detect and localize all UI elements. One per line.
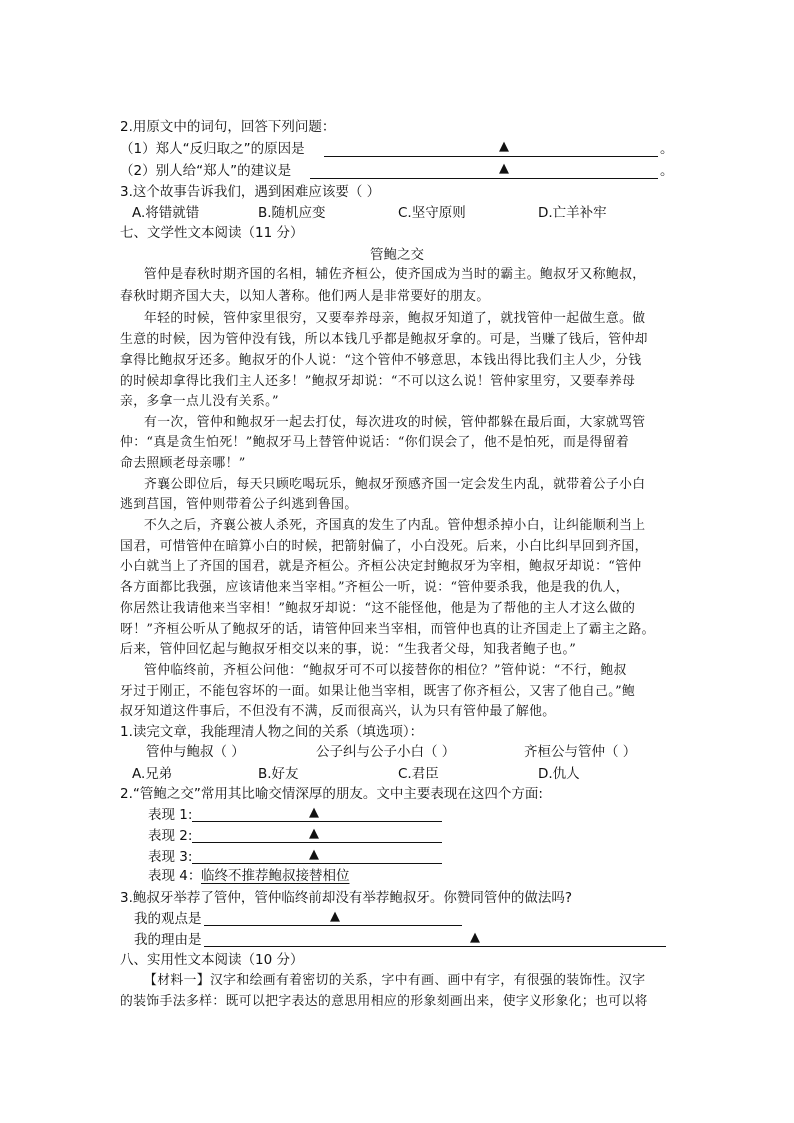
passage-line: 春秋时期齐国大夫，以知人著称。他们两人是非常要好的朋友。 xyxy=(120,289,490,304)
blank-marker-icon: ▲ xyxy=(309,826,319,841)
material-line: 【材料一】汉字和绘画有着密切的关系，字中有画、画中有字，有很强的装饰性。汉字 xyxy=(144,973,646,988)
passage-line: 仲：“真是贪生怕死！”鲍叔牙马上替管仲说话：“你们误会了，他不是怕死，而是得留着 xyxy=(120,435,630,450)
s7q2-item-4-label: 表现 4： xyxy=(148,868,202,884)
passage-line: 小白就当上了齐国的国君，就是齐桓公。齐桓公决定封鲍叔牙为宰相，鲍叔牙却说：“管仲 xyxy=(120,559,642,574)
material-line: 的装饰手法多样：既可以把字表达的意思用相应的形象刻画出来，使字义形象化；也可以将 xyxy=(120,994,648,1009)
s7q1-option-d: D.仇人 xyxy=(538,766,580,782)
passage-line: 有一次，管仲和鲍叔牙一起去打仗，每次进攻的时候，管仲都躲在最后面，大家就骂管 xyxy=(144,415,646,430)
passage-line: 后来，管仲回忆起与鲍叔牙相交以来的事，说：“生我者父母，知我者鲍子也。” xyxy=(120,642,577,657)
s7q2-prompt: 2.“管鲍之交”常用其比喻交情深厚的朋友。文中主要表现在这四个方面: xyxy=(120,786,543,802)
q2-item1-answer-blank[interactable] xyxy=(324,140,658,157)
q3-option-b[interactable]: B.随机应变 xyxy=(258,205,326,221)
q2-item1-label: （1）郑人“反归取之”的原因是 xyxy=(120,141,305,157)
passage-line: 亲，多拿一点儿没有关系。” xyxy=(120,394,279,409)
blank-marker-icon: ▲ xyxy=(470,930,480,945)
blank-marker-icon: ▲ xyxy=(499,161,509,176)
passage-line: 的时候却拿得比我们主人还多！”鲍叔牙却说：“不可以这么说！管仲家里穷，又要奉养母 xyxy=(120,374,636,389)
passage-line: 拿得比鲍叔牙还多。鲍叔牙的仆人说：“这个管仲不够意思，本钱出得比我们主人少，分钱 xyxy=(120,353,642,368)
passage-line: 生意的时候，因为管仲没有钱，所以本钱几乎都是鲍叔牙拿的。可是，当赚了钱后，管仲却 xyxy=(120,332,648,347)
s7q1-pair-2[interactable]: 公子纠与公子小白（ ） xyxy=(316,744,456,760)
q3-option-c[interactable]: C.坚守原则 xyxy=(398,205,466,221)
s7q1-pair-3[interactable]: 齐桓公与管仲（ ） xyxy=(524,744,637,760)
s7q2-item-3-label: 表现 3: xyxy=(148,849,193,865)
s7q3-reason-label: 我的理由是 xyxy=(134,932,202,948)
passage-line: 呀！”齐桓公听从了鲍叔牙的话，请管仲回来当宰相，而管仲也真的让齐国走上了霸主之路。 xyxy=(120,622,655,637)
s7q1-option-a: A.兄弟 xyxy=(132,766,173,782)
s7q2-item-4-answer[interactable]: 临终不推荐鲍叔接替相位 xyxy=(201,868,350,884)
q2-item2-label: （2）别人给“郑人”的建议是 xyxy=(120,163,292,179)
s7q1-pair-1[interactable]: 管仲与鲍叔（ ） xyxy=(146,744,245,760)
blank-marker-icon: ▲ xyxy=(309,847,319,862)
q3-prompt: 3.这个故事告诉我们，遇到困难应该要（ ） xyxy=(120,184,381,200)
passage-line: 齐襄公即位后，每天只顾吃喝玩乐，鲍叔牙预感齐国一定会发生内乱，就带着公子小白 xyxy=(144,477,646,492)
passage-line: 逃到莒国，管仲则带着公子纠逃到鲁国。 xyxy=(120,497,358,512)
s7q1-option-b: B.好友 xyxy=(258,766,299,782)
passage-line: 牙过于刚正，不能包容坏的一面。如果让他当宰相，既害了你齐桓公，又害了他自己。”鲍 xyxy=(120,684,636,699)
s7q3-view-label: 我的观点是 xyxy=(134,911,202,927)
s7q1-prompt: 1.读完文章，我能理清人物之间的关系（填选项）： xyxy=(120,724,424,740)
passage-line: 命去照顾老母亲哪！” xyxy=(120,456,246,471)
s7q3-reason-blank[interactable] xyxy=(204,930,666,947)
s7q1-option-c: C.君臣 xyxy=(398,766,439,782)
section7-heading: 七、文学性文本阅读（11 分） xyxy=(120,225,304,241)
s7q3-prompt: 3.鲍叔牙举荐了管仲，管仲临终前却没有举荐鲍叔牙。你赞同管仲的做法吗? xyxy=(120,890,573,906)
passage-line: 管仲临终前，齐桓公问他：“鲍叔牙可不可以接替你的相位？”管仲说：“不行，鲍叔 xyxy=(144,663,627,678)
s7q2-item-1-label: 表现 1: xyxy=(148,807,193,823)
s7q2-item-2-label: 表现 2: xyxy=(148,828,193,844)
passage-line: 年轻的时候，管仲家里很穷，又要奉养母亲，鲍叔牙知道了，就找管仲一起做生意。做 xyxy=(144,311,646,326)
section8-heading: 八、实用性文本阅读（10 分） xyxy=(120,952,304,968)
passage-line: 管仲是春秋时期齐国的名相，辅佐齐桓公，使齐国成为当时的霸主。鲍叔牙又称鲍叔， xyxy=(144,267,646,282)
passage-line: 叔牙知道这件事后，不但没有不满，反而很高兴，认为只有管仲最了解他。 xyxy=(120,704,556,719)
passage-title: 管鲍之交 xyxy=(370,247,424,263)
blank-marker-icon: ▲ xyxy=(499,139,509,154)
period: 。 xyxy=(660,141,674,157)
passage-line: 你居然让我请他来当宰相！”鲍叔牙却说：“这不能怪他，他是为了帮他的主人才这么做的 xyxy=(120,601,636,616)
passage-line: 各方面都比我强，应该请他来当宰相。”齐桓公一听，说：“管仲要杀我，他是我的仇人， xyxy=(120,580,629,595)
blank-marker-icon: ▲ xyxy=(309,805,319,820)
q3-option-d[interactable]: D.亡羊补牢 xyxy=(538,205,607,221)
period: 。 xyxy=(660,163,674,179)
q2-item2-answer-blank[interactable] xyxy=(310,162,658,179)
q3-option-a[interactable]: A.将错就错 xyxy=(132,205,200,221)
q2-prompt: 2.用原文中的词句，回答下列问题： xyxy=(120,119,336,135)
passage-line: 不久之后，齐襄公被人杀死，齐国真的发生了内乱。管仲想杀掉小白，让纠能顺利当上 xyxy=(144,518,646,533)
passage-line: 国君，可惜管仲在暗算小白的时候，把箭射偏了，小白没死。后来，小白比纠早回到齐国， xyxy=(120,539,648,554)
blank-marker-icon: ▲ xyxy=(330,909,340,924)
